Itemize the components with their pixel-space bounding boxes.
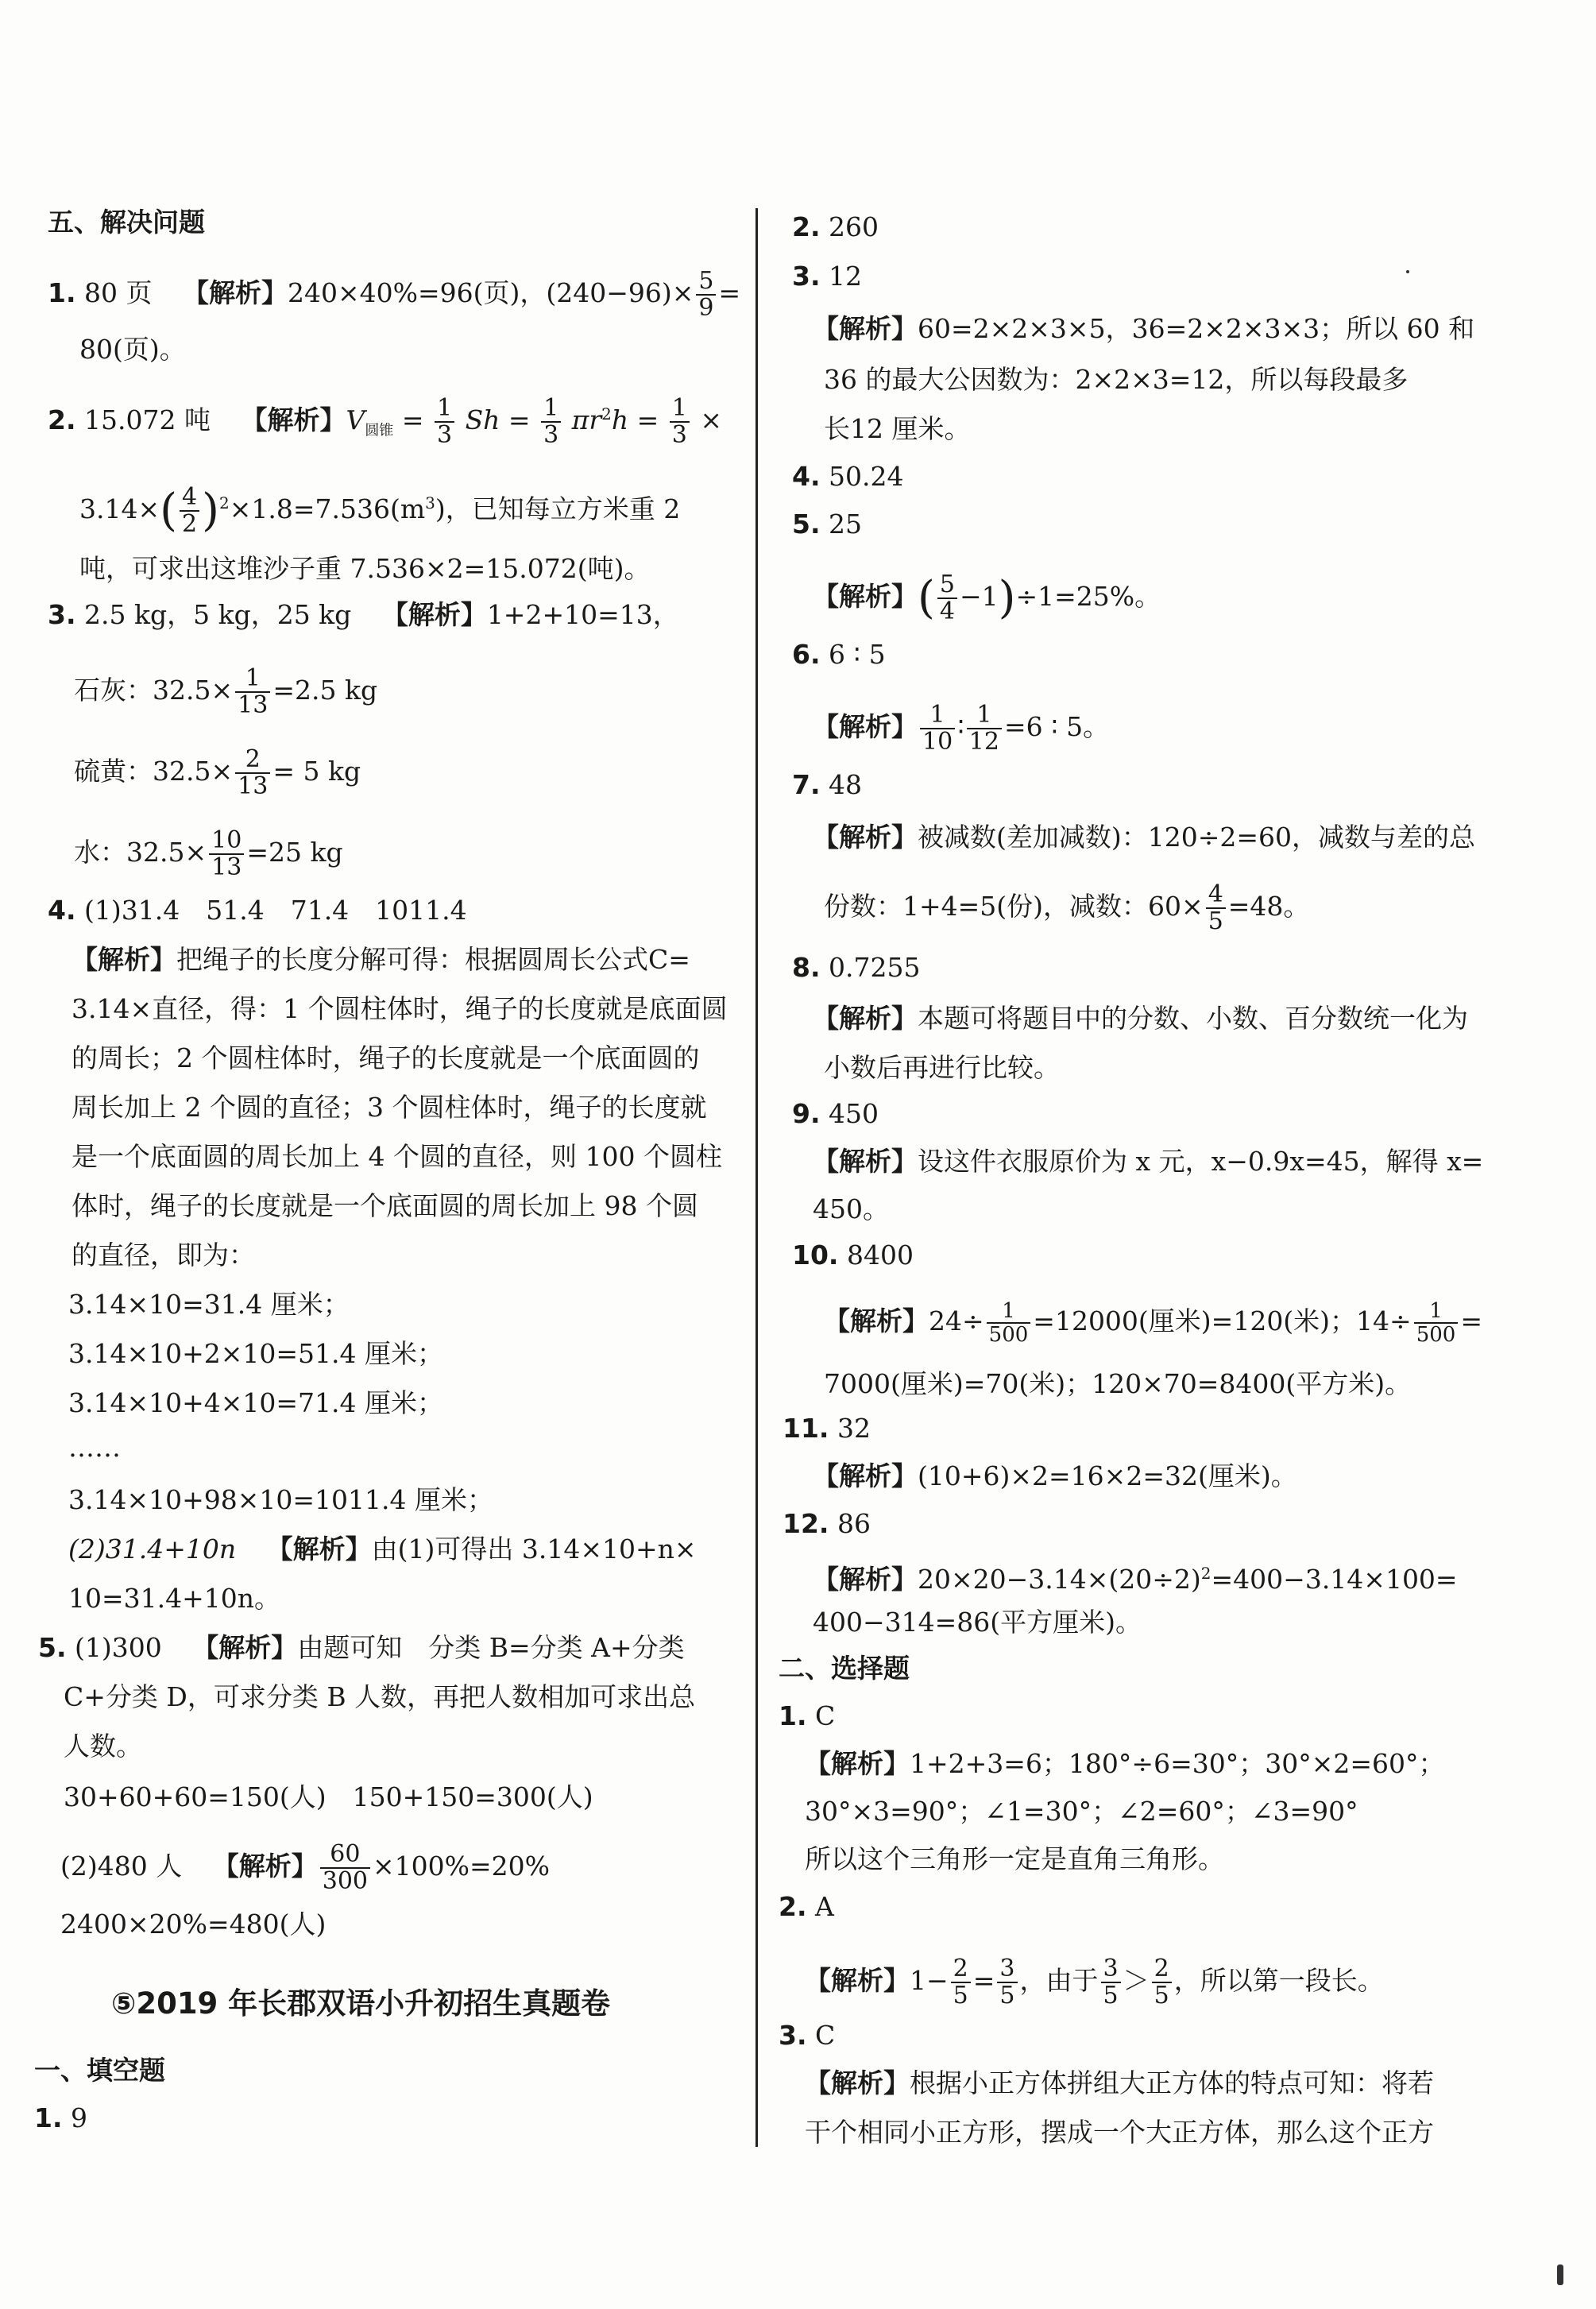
answer-item-2: 2. 15.072 吨 【解析】$V_{圆锥}$ = $\frac{1}{3}$ Sh = $\frac{1}{3}$ $\pi r^2h$ = $\frac{1}{3}$ × [48, 394, 723, 449]
section-heading-solve: 五、解决问题 [48, 207, 205, 238]
item-number: 3. [48, 599, 76, 630]
analysis-tag: 【解析】 [266, 1534, 372, 1564]
exam-title: ⑤2019 年长郡双语小升初招生真题卷 [111, 1986, 611, 2021]
analysis-line: 是一个底面圆的周长加上 4 个圆的直径，则 100 个圆柱 [71, 1141, 722, 1172]
analysis-tag: 【解析】 [212, 1851, 318, 1882]
analysis-tag: 【解析】 [182, 277, 288, 308]
analysis-line: 份数：1+4=5(份)，减数：60× $\frac{4}{5}$ =48。 [824, 880, 1310, 935]
analysis-line: 小数后再进行比较。 [824, 1052, 1060, 1083]
analysis-line: 400−314=86(平方厘米)。 [813, 1607, 1142, 1638]
analysis-line: 吨，可求出这堆沙子重 7.536×2=15.072(吨)。 [79, 553, 651, 584]
answer-item-fill-8: 8. 0.7255 [792, 952, 921, 983]
analysis-line: 3.14×10=31.4 厘米； [68, 1289, 350, 1320]
analysis-tag: 【解析】 [192, 1632, 298, 1663]
analysis-line: 30°×3=90°；∠1=30°；∠2=60°；∠3=90° [805, 1796, 1358, 1827]
answer-value: 15.072 吨 [84, 404, 211, 435]
scan-mark [1557, 2265, 1563, 2285]
analysis-line: 长12 厘米。 [824, 413, 971, 444]
analysis-line: 7000(厘米)=70(米)；120×70=8400(平方米)。 [824, 1368, 1412, 1399]
analysis-line: 【解析】1− $\frac{2}{5}$ = $\frac{3}{5}$ ，由于 $\frac{3}{5}$ ＞ $\frac{2}{5}$ ，所以第一段长。 [805, 1955, 1384, 2009]
analysis-line: C+分类 D，可求分类 B 人数，再把人数相加可求出总 [64, 1681, 696, 1712]
answer-item-4-part-2: (2)31.4+10n 【解析】由(1)可得出 3.14×10+n× [68, 1534, 697, 1564]
analysis-line: 【解析】(10+6)×2=16×2=32(厘米)。 [813, 1460, 1297, 1491]
analysis-line: 【解析】本题可将题目中的分数、小数、百分数统一化为 [813, 1003, 1468, 1034]
answer-item-1 [48, 269, 740, 321]
item-number: 5. [38, 1632, 67, 1663]
analysis-line: 3.14×10+2×10=51.4 厘米； [68, 1338, 444, 1369]
analysis-line: 【解析】被减数(差加减数)：120÷2=60，减数与差的总 [813, 822, 1476, 853]
analysis-line: 450。 [813, 1193, 889, 1224]
analysis-line: 【解析】根据小正方体拼组大正方体的特点可知：将若 [805, 2067, 1434, 2098]
answer-item-fill-12: 12. 86 [783, 1508, 871, 1539]
answer-value: 2.5 kg，5 kg，25 kg [84, 599, 352, 630]
answer-item-5: 5. (1)300 【解析】由题可知 分类 B=分类 A+分类 [38, 1632, 685, 1663]
analysis-line: 干个相同小正方形，摆成一个大正方体，那么这个正方 [805, 2117, 1434, 2148]
analysis-line: 的周长；2 个圆柱体时，绳子的长度就是一个底面圆的 [71, 1042, 700, 1073]
answer-item-fill-5: 5. 25 [792, 509, 862, 540]
section-heading-fill: 一、填空题 [34, 2055, 165, 2086]
answer-item-fill-3: 3. 12 [792, 261, 862, 292]
answer-value: (1)300 [75, 1632, 162, 1663]
analysis-line: 【解析】设这件衣服原价为 x 元，x−0.9x=45，解得 x= [813, 1146, 1484, 1177]
answer-item-fill-10: 10. 8400 [792, 1240, 914, 1271]
answer-value: (1)31.4 51.4 71.4 1011.4 [84, 895, 467, 926]
analysis-line: 【解析】$20\times 20-3.14\times(20\div 2)^2=400-3.14\times 100=$ [813, 1564, 1458, 1595]
answer-item-fill-11: 11. 32 [783, 1413, 871, 1444]
analysis-line: 2400×20%=480(人) [60, 1909, 327, 1940]
answer-item-choice-2: 2. A [779, 1891, 834, 1922]
answer-value: (2)480 人 [60, 1851, 183, 1882]
analysis-line: 石灰：32.5× $\frac{1}{13}$ =2.5 kg [74, 664, 378, 719]
analysis-line: 3.14×10+4×10=71.4 厘米； [68, 1387, 444, 1418]
analysis-line: 周长加上 2 个圆的直径；3 个圆柱体时，绳子的长度就 [71, 1092, 707, 1123]
analysis-tag: 【解析】 [381, 599, 487, 630]
answer-item-fill-4: 4. 50.24 [792, 461, 904, 492]
analysis-line: 水：32.5× $\frac{10}{13}$ =25 kg [74, 826, 343, 881]
answer-item-3: 3. 2.5 kg，5 kg，25 kg 【解析】1+2+10=13， [48, 599, 679, 630]
column-divider [755, 208, 758, 2147]
answer-value: (2)31.4+10n [68, 1534, 237, 1564]
section-heading-choice: 二、选择题 [779, 1653, 910, 1684]
answer-item-fill-6: 6. 6 ∶ 5 [792, 639, 886, 670]
answer-item-5-part-2: (2)480 人 【解析】 $\frac{60}{300}$ ×100%=20% [60, 1840, 550, 1895]
analysis-line: 【解析】( $\frac{5}{4}$ −1)÷1=25%。 [813, 570, 1161, 625]
answer-item-choice-1: 1. C [779, 1700, 836, 1731]
answer-value: 80 页 [84, 277, 153, 308]
analysis-line: 【解析】 $\frac{1}{10}$ ∶ $\frac{1}{12}$ =6 ∶ 5。 [813, 701, 1110, 756]
analysis-line: 3.14×10+98×10=1011.4 厘米； [68, 1484, 494, 1515]
scan-speck [1406, 270, 1409, 273]
analysis-line: …… [68, 1432, 121, 1463]
analysis-line: 3.14×直径，得：1 个圆柱体时，绳子的长度就是底面圆 [71, 993, 728, 1024]
item-number: 2. [48, 404, 76, 435]
analysis-line: 80(页)。 [79, 334, 186, 365]
answer-item-4 [48, 893, 467, 928]
fraction: $\frac{5}{9}$ [696, 269, 716, 321]
analysis-text: 240×40%=96(页)，(240−96)× [287, 277, 694, 308]
answer-item-fill-1 [34, 2101, 87, 2136]
answer-item-fill-9: 9. 450 [792, 1098, 879, 1129]
analysis-line: 所以这个三角形一定是直角三角形。 [805, 1843, 1224, 1874]
answer-item-choice-3: 3. C [779, 2020, 836, 2051]
analysis-line: 30+60+60=150(人) 150+150=300(人) [64, 1781, 593, 1812]
analysis-line: 【解析】把绳子的长度分解可得：根据圆周长公式C= [71, 944, 690, 975]
analysis-tag: 【解析】 [241, 404, 346, 435]
analysis-line: 【解析】1+2+3=6；180°÷6=30°；30°×2=60°； [805, 1748, 1445, 1779]
analysis-line: 体时，绳子的长度就是一个底面圆的周长加上 98 个圆 [71, 1190, 698, 1221]
analysis-line: 的直径，即为： [71, 1240, 255, 1271]
analysis-line: 3.14×( $\frac{4}{2}$ )$^2\times 1.8=7.536(m^3)$，已知每立方米重 2 [79, 483, 681, 538]
answer-value: 9 [71, 2102, 87, 2133]
analysis-line: 硫黄：32.5× $\frac{2}{13}$ = 5 kg [74, 745, 361, 800]
answer-item-fill-7: 7. 48 [792, 769, 862, 800]
item-number: 1. [34, 2102, 63, 2133]
item-number: 1. [48, 277, 76, 308]
answer-item-fill-2: 2. 260 [792, 211, 879, 242]
analysis-line: 10=31.4+10n。 [68, 1583, 281, 1614]
analysis-line: 36 的最大公因数为：2×2×3=12，所以每段最多 [824, 364, 1409, 395]
analysis-line: 人数。 [64, 1731, 142, 1762]
analysis-line: 【解析】60=2×2×3×5，36=2×2×3×3；所以 60 和 [813, 313, 1475, 344]
item-number: 4. [48, 895, 76, 926]
equals-sign: = [718, 277, 741, 308]
analysis-line: 【解析】24÷ $\frac{1}{500}$ =12000(厘米)=120(米)；14÷ $\frac{1}{500}$ = [824, 1299, 1482, 1347]
